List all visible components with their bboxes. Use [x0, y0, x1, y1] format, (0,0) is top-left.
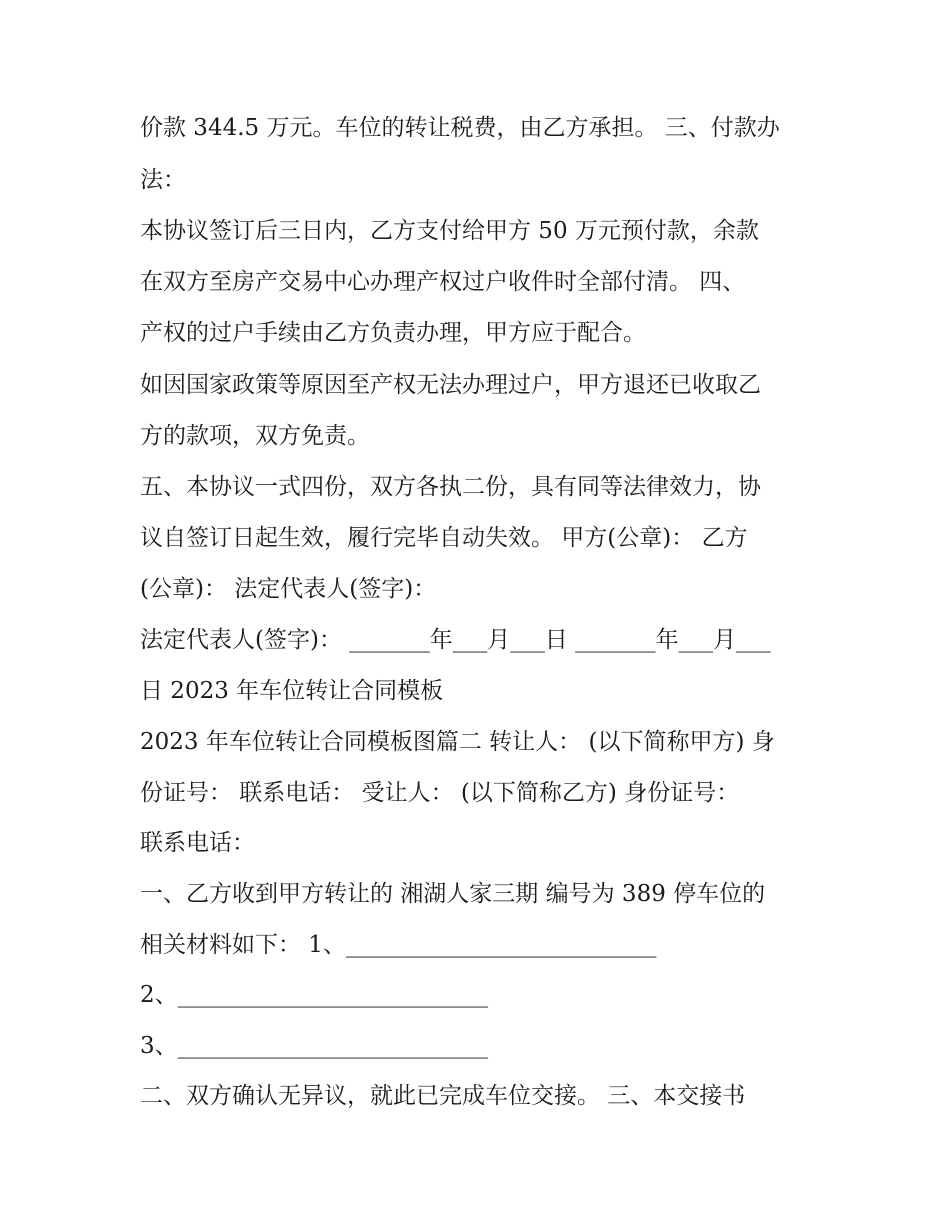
text-line: 日 2023 年车位转让合同模板: [140, 678, 444, 704]
text-line: 二、双方确认无异议，就此已完成车位交接。 三、本交接书: [140, 1083, 746, 1109]
text-line: 法：: [140, 167, 186, 193]
text-line: 议自签订日起生效，履行完毕自动失效。 甲方(公章)： 乙方: [140, 525, 748, 551]
text-line: 方的款项，双方免责。: [140, 423, 370, 449]
text-line: 本协议签订后三日内，乙方支付给甲方 50 万元预付款，余款: [140, 218, 759, 244]
text-line: 2、___________________________: [140, 982, 489, 1008]
text-line: 如因国家政策等原因至产权无法办理过户，甲方退还已收取乙: [140, 372, 761, 398]
text-line: 法定代表人(签字)： _______年___月___日 _______年___月___: [140, 627, 771, 653]
text-line: 一、乙方收到甲方转让的 湘湖人家三期 编号为 389 停车位的: [140, 881, 766, 907]
text-line: 相关材料如下： 1、___________________________: [140, 932, 657, 958]
text-line: 份证号： 联系电话： 受让人： (以下简称乙方) 身份证号：: [140, 780, 740, 806]
text-line: 五、本协议一式四份，双方各执二份，具有同等法律效力，协: [140, 474, 761, 500]
text-line: 在双方至房产交易中心办理产权过户收件时全部付清。 四、: [140, 269, 746, 295]
text-line: 2023 年车位转让合同模板图篇二 转让人： (以下简称甲方) 身: [140, 729, 775, 755]
text-line: 3、___________________________: [140, 1033, 489, 1059]
text-line: 联系电话：: [140, 830, 255, 856]
text-line: (公章)： 法定代表人(签字)：: [140, 576, 437, 602]
text-line: 价款 344.5 万元。车位的转让税费，由乙方承担。 三、付款办: [140, 115, 780, 141]
text-line: 产权的过户手续由乙方负责办理，甲方应于配合。: [140, 320, 646, 346]
